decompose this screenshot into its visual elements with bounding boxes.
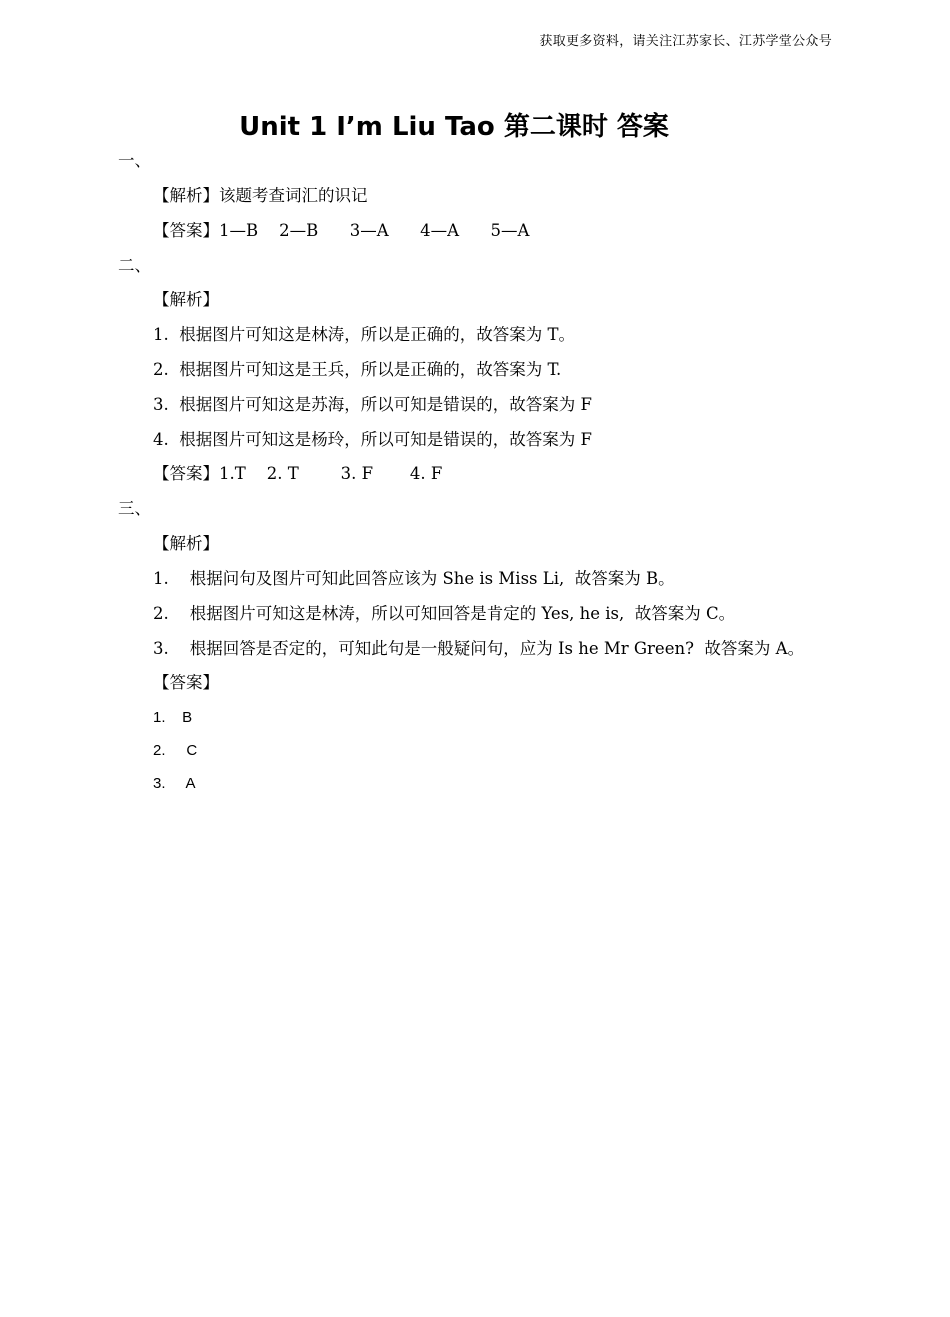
header-note: 获取更多资料，请关注江苏家长、江苏学堂公众号 [539, 34, 832, 49]
section-3-answer-2: 2. C [153, 742, 198, 759]
section-3-analysis-label: 【解析】 [153, 534, 219, 553]
section-1-analysis: 【解析】该题考查词汇的识记 [153, 186, 368, 205]
section-2-answer: 【答案】1.T 2. T 3. F 4. F [153, 464, 443, 483]
section-heading-3: 三、 [118, 499, 151, 518]
section-2-item-4: 4. 根据图片可知这是杨玲，所以可知是错误的，故答案为 F [153, 430, 592, 449]
section-3-item-3: 3. 根据回答是否定的，可知此句是一般疑问句，应为 Is he Mr Green? 故答案为 A。 [153, 639, 805, 658]
section-2-item-2: 2. 根据图片可知这是王兵，所以是正确的，故答案为 T. [153, 360, 562, 379]
section-1-answer: 【答案】1—B 2—B 3—A 4—A 5—A [153, 221, 530, 240]
section-2-item-3: 3. 根据图片可知这是苏海，所以可知是错误的，故答案为 F [153, 395, 592, 414]
section-2-analysis-label: 【解析】 [153, 290, 219, 309]
section-3-item-1: 1. 根据问句及图片可知此回答应该为 She is Miss Li, 故答案为 B。 [153, 569, 675, 588]
page-title: Unit 1 I’m Liu Tao 第二课时 答案 [239, 112, 669, 142]
section-heading-2: 二、 [118, 256, 151, 275]
section-3-answer-3: 3. A [153, 775, 196, 792]
section-2-item-1: 1. 根据图片可知这是林涛，所以是正确的，故答案为 T。 [153, 325, 575, 344]
section-heading-1: 一、 [118, 151, 151, 170]
section-3-answer-label: 【答案】 [153, 673, 219, 692]
section-3-item-2: 2. 根据图片可知这是林涛，所以可知回答是肯定的 Yes, he is, 故答案为 C。 [153, 604, 736, 623]
section-3-answer-1: 1. B [153, 709, 193, 726]
